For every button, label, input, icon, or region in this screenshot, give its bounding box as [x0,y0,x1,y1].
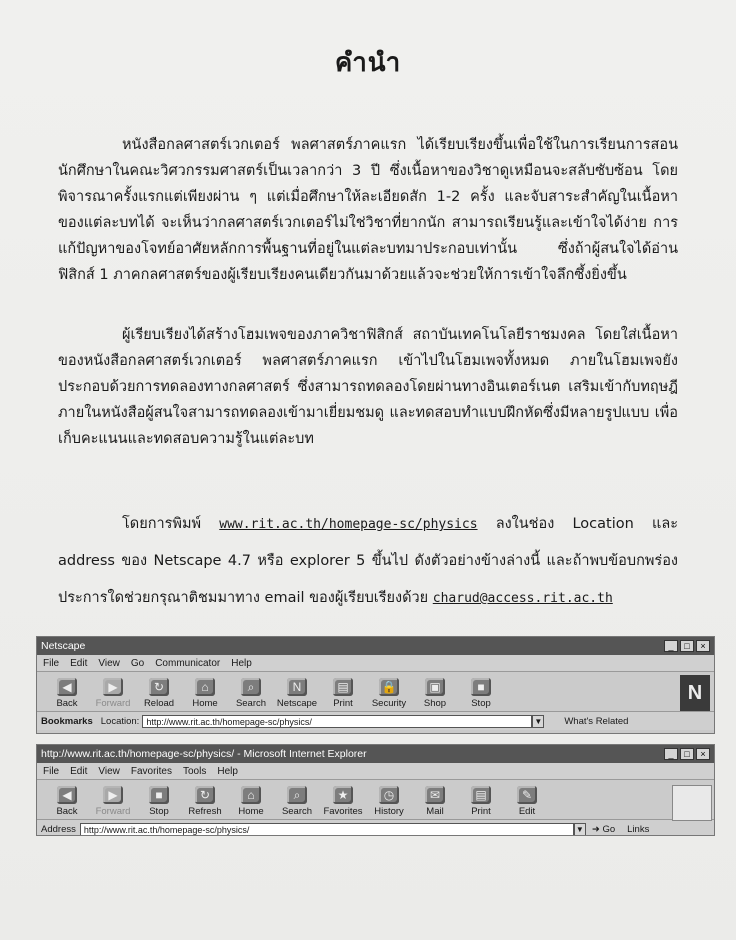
netscape-menu-edit[interactable]: Edit [70,657,88,669]
netscape-print-button[interactable] [321,678,365,709]
ie-print-button[interactable] [459,786,503,817]
ie-throbber-logo [672,785,712,821]
forward-arrow-icon: ▶ [103,678,123,696]
mail-icon: ✉ [425,786,445,804]
netscape-reload-label: Reload [143,698,175,709]
netscape-print-label: Print [333,698,353,709]
netscape-toolbar [37,672,714,712]
print-icon: ▤ [471,786,491,804]
page-title: คำนำ [334,48,402,78]
netscape-back-button[interactable] [45,678,89,709]
netscape-menu-view[interactable]: View [98,657,120,669]
location-input[interactable]: http://www.rit.ac.th/homepage-sc/physics/ [142,715,532,728]
netscape-back-label: Back [56,698,78,709]
print-icon: ▤ [333,678,353,696]
netscape-shop-button[interactable] [413,678,457,709]
netscape-icon: N [287,678,307,696]
close-button[interactable]: × [696,640,710,652]
netscape-menubar [37,655,714,672]
forward-arrow-icon: ▶ [103,786,123,804]
netscape-menu-go[interactable]: Go [130,657,145,669]
address-label: Address [41,823,76,835]
edit-icon: ✎ [517,786,537,804]
netscape-logo: N [680,675,710,711]
maximize-button[interactable]: □ [680,640,694,652]
stop-icon: ■ [471,678,491,696]
chevron-down-icon[interactable]: ▼ [532,715,544,728]
ie-window [36,744,715,836]
ie-stop-button[interactable] [137,786,181,817]
netscape-menu-communicator[interactable]: Communicator [155,657,221,669]
paragraph-2 [58,322,678,452]
ie-menu-file[interactable]: File [43,765,60,777]
ie-forward-label: Forward [95,806,131,817]
netscape-search-button[interactable] [229,678,273,709]
ie-mail-label: Mail [426,806,444,817]
ie-favorites-label: Favorites [323,806,363,817]
ie-menubar [37,763,714,780]
netscape-reload-button[interactable] [137,678,181,709]
ie-titlebar [37,745,714,763]
netscape-shop-label: Shop [423,698,447,709]
netscape-security-label: Security [371,698,407,709]
paragraph-2-text: ผู้เรียบเรียงได้สร้างโฮมเพจของภาควิชาฟิสิกส์ สถาบันเทคโนโลยีราชมงคล โดยใส่เนื้อหาของหนังสือกลศาสตร์เวกเตอร์ พลศาสตร์ภาคแรก เข้าไปในโฮมเพจทั้งหมด ภายในโฮมเพจยังประกอบด้วยการทดลองทางกลศาสตร์ ซึ่งสามารถทดลองโดยผ่านทางอินเตอร์เนต เสริมเข้ากับทฤษฎีภายในหนังสือผู้สนใจสามารถทดลองเข้ามาเยี่ยมชมดู และทดสอบทำแบบฝึกหัดซึ่งมีหลายรูปแบบ เพื่อเก็บคะแนนและทดสอบความรู้ในแต่ละบท [58,327,678,447]
email-link[interactable]: charud@access.rit.ac.th [432,591,613,606]
ie-print-label: Print [471,806,491,817]
ie-toolbar [37,780,714,820]
home-icon: ⌂ [241,786,261,804]
favorites-icon: ★ [333,786,353,804]
stop-icon: ■ [149,786,169,804]
netscape-netscape-button[interactable] [275,678,319,709]
ie-home-button[interactable] [229,786,273,817]
back-arrow-icon: ◀ [57,786,77,804]
netscape-window-title: Netscape [41,640,86,652]
minimize-button[interactable]: _ [664,748,678,760]
paragraph-1-text: หนังสือกลศาสตร์เวกเตอร์ พลศาสตร์ภาคแรก ได้เรียบเรียงขึ้นเพื่อใช้ในการเรียนการสอนนักศึกษาในคณะวิศวกรรมศาสตร์เป็นเวลากว่า 3 ปี ซึ่งเนื้อหาของวิชาดูเหมือนจะสลับซับซ้อน โดยพิจารณาครั้งแรกแต่เพียงผ่าน ๆ แต่เมื่อศึกษาให้ละเอียดสัก 1-2 ครั้ง และจับสาระสำคัญในเนื้อหาของแต่ละบทได้ จะเห็นว่ากลศาสตร์เวกเตอร์ไม่ใช่วิชาที่ยากนัก สามารถเรียนรู้และเข้าใจได้ง่าย การแก้ปัญหาของโจทย์อาศัยหลักการพื้นฐานที่อยู่ในแต่ละบทมาประกอบเท่านั้น ซึ่งถ้าผู้สนใจได้อ่านฟิสิกส์ 1 ภาคกลศาสตร์ของผู้เรียบเรียงคนเดียวกันมาด้วยแล้วจะช่วยให้การเข้าใจลึกซึ้งยิ่งขึ้น [58,137,678,283]
netscape-titlebar [37,637,714,655]
homepage-url-link[interactable]: www.rit.ac.th/homepage-sc/physics [219,517,478,532]
netscape-window [36,636,715,734]
ie-menu-favorites[interactable]: Favorites [130,765,172,777]
netscape-menu-file[interactable]: File [43,657,60,669]
ie-address-bar [37,820,714,836]
history-icon: ◷ [379,786,399,804]
netscape-home-button[interactable] [183,678,227,709]
ie-search-button[interactable] [275,786,319,817]
paragraph-3 [58,506,678,617]
ie-back-button[interactable] [45,786,89,817]
links-button[interactable]: Links [627,823,650,835]
ie-menu-help[interactable]: Help [217,765,238,777]
netscape-stop-label: Stop [471,698,491,709]
netscape-security-button[interactable] [367,678,411,709]
ie-edit-button[interactable] [505,786,549,817]
ie-menu-view[interactable]: View [98,765,120,777]
netscape-forward-label: Forward [95,698,131,709]
search-icon: ⌕ [241,678,261,696]
address-input[interactable]: http://www.rit.ac.th/homepage-sc/physics/ [80,823,574,836]
ie-favorites-button[interactable] [321,786,365,817]
back-arrow-icon: ◀ [57,678,77,696]
ie-search-label: Search [281,806,313,817]
paragraph-3-text-a: โดยการพิมพ์ [122,516,202,532]
netscape-search-label: Search [235,698,267,709]
ie-mail-button[interactable] [413,786,457,817]
ie-menu-edit[interactable]: Edit [70,765,88,777]
search-icon: ⌕ [287,786,307,804]
netscape-forward-button[interactable] [91,678,135,709]
paragraph-3-text-b: ลงในช่อง Location และ address ของ Netscape 4.7 หรือ explorer 5 ขึ้นไป ดังตัวอย่างข้างล่างนี้ และถ้าพบข้อบกพร่องประการใดช่วยกรุณาติชมมาทาง email ของผู้เรียบเรียงด้วย [58,516,678,606]
security-lock-icon: 🔒 [379,678,399,696]
ie-edit-label: Edit [518,806,536,817]
ie-home-label: Home [238,806,264,817]
ie-menu-tools[interactable]: Tools [182,765,207,777]
maximize-button[interactable]: □ [680,748,694,760]
ie-window-title: http://www.rit.ac.th/homepage-sc/physics/ - Microsoft Internet Explorer [41,748,367,760]
location-label: Location: [100,715,140,727]
go-label: Go [602,823,616,835]
reload-icon: ↻ [149,678,169,696]
ie-forward-button[interactable] [91,786,135,817]
shop-icon: ▣ [425,678,445,696]
ie-stop-label: Stop [149,806,169,817]
chevron-down-icon[interactable]: ▼ [574,823,586,836]
netscape-menu-help[interactable]: Help [231,657,252,669]
netscape-home-label: Home [192,698,218,709]
refresh-icon: ↻ [195,786,215,804]
close-button[interactable]: × [696,748,710,760]
netscape-location-bar [37,712,714,730]
ie-refresh-button[interactable] [183,786,227,817]
ie-refresh-label: Refresh [188,806,222,817]
ie-back-label: Back [56,806,78,817]
whats-related-button[interactable]: What's Related [564,715,629,727]
ie-history-button[interactable] [367,786,411,817]
paragraph-1 [58,132,678,288]
go-button[interactable]: ➜ Go [591,823,616,835]
netscape-netscape-label: Netscape [276,698,318,709]
minimize-button[interactable]: _ [664,640,678,652]
home-icon: ⌂ [195,678,215,696]
ie-history-label: History [374,806,404,817]
netscape-stop-button[interactable] [459,678,503,709]
bookmarks-button[interactable]: Bookmarks [41,715,93,727]
